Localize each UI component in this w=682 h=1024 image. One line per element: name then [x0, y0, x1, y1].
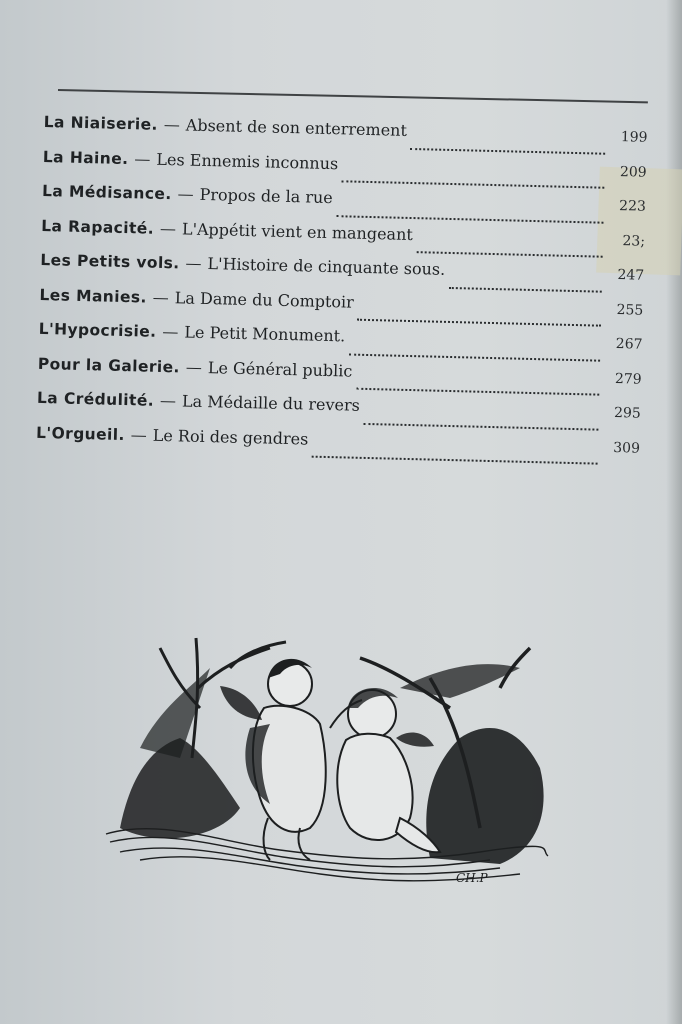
- toc-dash: —: [185, 253, 202, 273]
- toc-dash: —: [152, 287, 170, 307]
- toc-title: L'Orgueil.: [35, 423, 125, 444]
- toc-title: La Niaiserie.: [43, 112, 159, 134]
- dot-leader: [410, 146, 605, 154]
- toc-subtitle: Le Général public: [207, 357, 353, 381]
- dot-leader: [356, 387, 599, 396]
- toc-title: Les Manies.: [39, 285, 148, 307]
- dot-leader: [312, 455, 598, 465]
- toc-title: La Haine.: [42, 147, 129, 168]
- toc-title: L'Hypocrisie.: [38, 319, 157, 341]
- toc-dash: —: [163, 114, 181, 135]
- dot-leader: [449, 285, 602, 292]
- toc-subtitle: Absent de son enterrement: [185, 115, 408, 140]
- dot-leader: [349, 352, 600, 361]
- toc-dash: —: [134, 148, 151, 169]
- toc-page-number: 247: [617, 267, 645, 284]
- toc-subtitle: Propos de la rue: [199, 184, 334, 208]
- toc-page-number: 267: [615, 336, 643, 353]
- toc-subtitle: Le Roi des gendres: [152, 425, 309, 449]
- dot-leader: [363, 421, 598, 430]
- toc-page-number: 279: [614, 370, 642, 388]
- toc-page-number: 255: [616, 301, 644, 319]
- toc-title: La Rapacité.: [41, 216, 155, 238]
- cherub-right: [330, 688, 440, 852]
- engraving-signature: CH.P: [456, 871, 488, 885]
- toc-subtitle: La Dame du Comptoir: [174, 287, 355, 312]
- toc-title: La Crédulité.: [36, 388, 155, 410]
- table-of-contents: [36, 112, 648, 472]
- dot-leader: [416, 250, 602, 258]
- toc-title: Les Petits vols.: [40, 250, 180, 273]
- toc-subtitle: La Médaille du revers: [181, 391, 361, 415]
- dot-leader: [336, 214, 603, 224]
- toc-dash: —: [159, 218, 177, 238]
- toc-page-number: 209: [619, 163, 647, 181]
- dot-leader: [342, 179, 605, 188]
- toc-page-number: 199: [620, 129, 648, 146]
- toc-dash: —: [177, 184, 194, 204]
- toc-subtitle: Les Ennemis inconnus: [156, 149, 339, 173]
- toc-subtitle: L'Histoire de cinquante sous.: [207, 254, 446, 279]
- top-rule: [58, 89, 648, 103]
- page-edge-shadow: [666, 0, 682, 1024]
- toc-page-number: 223: [618, 198, 647, 215]
- toc-title: La Médisance.: [41, 181, 172, 204]
- toc-subtitle: L'Appétit vient en mangeant: [181, 218, 414, 244]
- cherub-left: [220, 659, 326, 860]
- toc-title: Pour la Galerie.: [37, 354, 181, 376]
- foliage-left: [120, 668, 240, 838]
- dot-leader: [357, 318, 601, 327]
- toc-page-number: 309: [613, 439, 641, 457]
- toc-dash: —: [159, 390, 177, 411]
- toc-page-number: 295: [613, 405, 642, 422]
- toc-subtitle: Le Petit Monument.: [184, 322, 346, 346]
- cherubs-engraving-icon: [100, 628, 552, 896]
- toc-dash: —: [185, 357, 203, 377]
- toc-dash: —: [162, 321, 179, 342]
- toc-page-number: 23;: [622, 232, 646, 250]
- toc-dash: —: [130, 424, 147, 445]
